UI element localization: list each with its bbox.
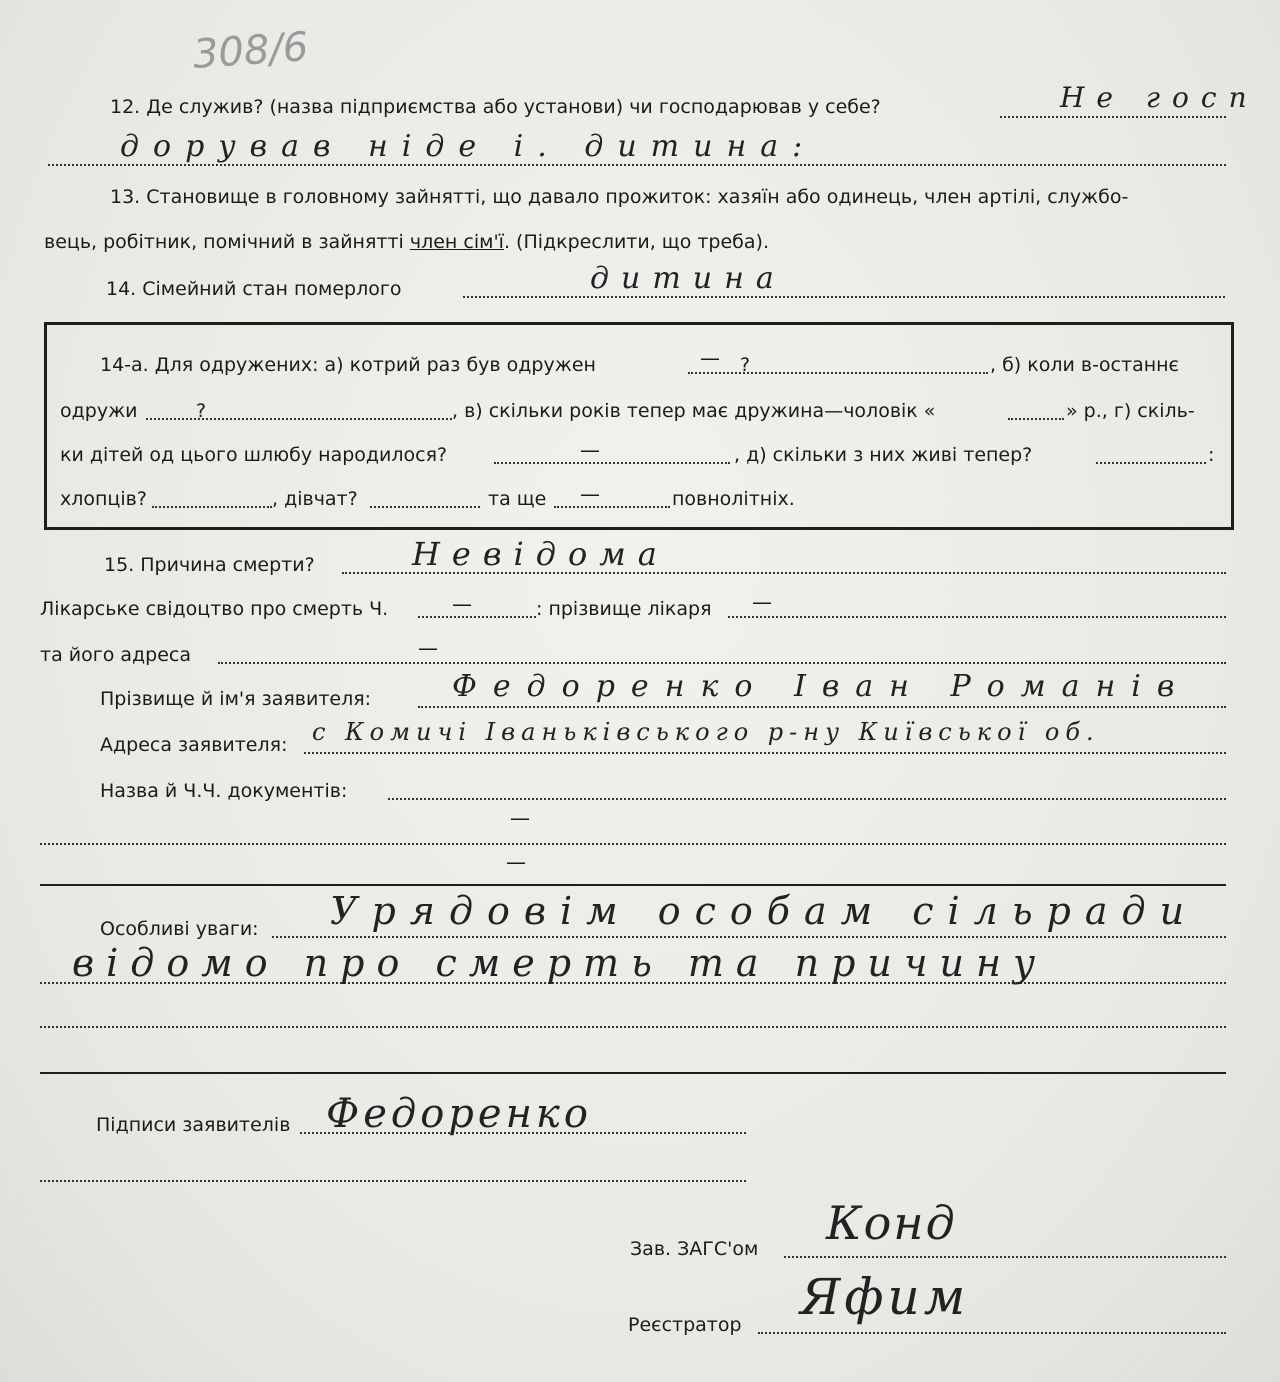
documents-dash-1: — (510, 806, 530, 830)
doctor-label: : прізвище лікаря (536, 598, 712, 620)
documents-dash-2: — (506, 850, 526, 874)
q14a-line-4-a: хлопців? (60, 488, 147, 510)
q14a-children-alive-line (1096, 462, 1206, 464)
q14a-girls-line (370, 506, 480, 508)
doctor-line (728, 616, 1226, 618)
notes-label: Особливі уваги: (100, 918, 259, 940)
zags-head-line (784, 1256, 1226, 1258)
applicant-address-value: с Комичі Іваньківського р-ну Київської об. (312, 718, 1100, 746)
applicant-address-label: Адреса заявителя: (100, 734, 288, 756)
section-divider-2 (40, 1072, 1226, 1074)
q14a-last-married-line (146, 418, 452, 420)
q14-answer: дитина (590, 261, 786, 296)
archive-number: 308/6 (191, 24, 310, 78)
doctor-dash: — (752, 590, 772, 614)
q14a-line-4-c: та ще (488, 488, 547, 510)
applicant-address-line (304, 752, 1226, 754)
doctor-address-label: та його адреса (40, 644, 191, 666)
q14a-line-4-d: повнолітніх. (672, 488, 795, 510)
applicant-name-value: Федоренко Іван Романів (452, 669, 1191, 704)
q13-line-2 (44, 233, 769, 252)
documents-line (388, 798, 1226, 800)
q14a-q-1: ? (740, 354, 751, 376)
q14a-line-4-b: , дівчат? (272, 488, 358, 510)
q13-underlined-option: член сім'ї (409, 231, 504, 253)
zags-head-signature: Конд (826, 1196, 957, 1250)
q14a-adults-line (554, 506, 670, 508)
q12-answer-part-1: Не госп (1060, 81, 1259, 114)
q14a-dash-2: — (580, 438, 600, 462)
documents-label: Назва й Ч.Ч. документів: (100, 780, 348, 802)
applicant-name-label: Прізвище й ім'я заявителя: (100, 688, 372, 710)
applicant-name-line (418, 706, 1226, 708)
q14a-line-2-c: » р., г) скіль- (1066, 400, 1195, 422)
q14a-spouse-age-line (1008, 418, 1064, 420)
q13-line-1: 13. Становище в головному зайнятті, що давало прожиток: хазяїн або одинець, член артілі, службо- (110, 186, 1129, 208)
q14a-times-married-line (688, 372, 988, 374)
medical-certificate-line (418, 616, 536, 618)
q14a-children-born-line (494, 462, 730, 464)
q14-answer-line (463, 296, 1225, 298)
q12-answer-part-2: дорував ніде і. дитина: (120, 129, 817, 164)
medical-certificate-label: Лікарське свідоцтво про смерть Ч. (40, 598, 389, 620)
q14a-line-2-a: одружи (60, 400, 138, 422)
notes-text-1: Урядовім особам сільради (330, 889, 1199, 933)
q13-line-2-end: . (Підкреслити, що треба). (503, 231, 769, 253)
q14-label: 14. Сімейний стан померлого (106, 278, 402, 300)
q13-line-2-start: вець, робітник, помічний в зайнятті (44, 231, 410, 253)
registrar-signature: Яфим (800, 1268, 970, 1326)
documents-line-2 (40, 843, 1226, 845)
notes-line-1 (272, 936, 1226, 938)
doctor-address-line (218, 662, 1226, 664)
q14a-line-1-b: , б) коли в-останнє (990, 354, 1179, 376)
applicant-signature: Федоренко (326, 1091, 592, 1137)
q14a-boys-line (152, 506, 272, 508)
medical-certificate-dash: — (452, 592, 472, 616)
q14a-line-2-b: , в) скільки років тепер має дружина—чоловік « (452, 400, 936, 422)
applicants-signature-line-2 (40, 1180, 746, 1182)
q14a-line-1-a: 14-а. Для одружених: а) котрий раз був одружен (100, 354, 596, 376)
q15-label: 15. Причина смерти? (104, 554, 315, 576)
q12-answer-line-1 (1000, 116, 1226, 118)
section-divider-1 (40, 884, 1226, 886)
q14a-dash-3: — (580, 482, 600, 506)
doctor-address-dash: — (418, 636, 438, 660)
q14a-line-3-a: ки дітей од цього шлюбу народилося? (60, 444, 448, 466)
q14a-line-3-b: , д) скільки з них живі тепер? (734, 444, 1033, 466)
notes-line-3 (40, 1026, 1226, 1028)
applicants-signature-label: Підписи заявителів (96, 1114, 291, 1136)
q14a-q-2: ? (196, 400, 207, 422)
q14a-dash-1: — (700, 346, 720, 370)
zags-head-label: Зав. ЗАГС'ом (630, 1238, 759, 1260)
q14a-colon: : (1208, 444, 1215, 466)
registrar-line (758, 1332, 1226, 1334)
q12-answer-line-2 (48, 164, 1226, 166)
registrar-label: Реєстратор (628, 1314, 742, 1336)
q15-answer: Невідома (412, 535, 669, 573)
notes-text-2: відомо про смерть та причину (72, 941, 1048, 985)
q12-label: 12. Де служив? (назва підприємства або установи) чи господарював у себе? (110, 96, 881, 118)
